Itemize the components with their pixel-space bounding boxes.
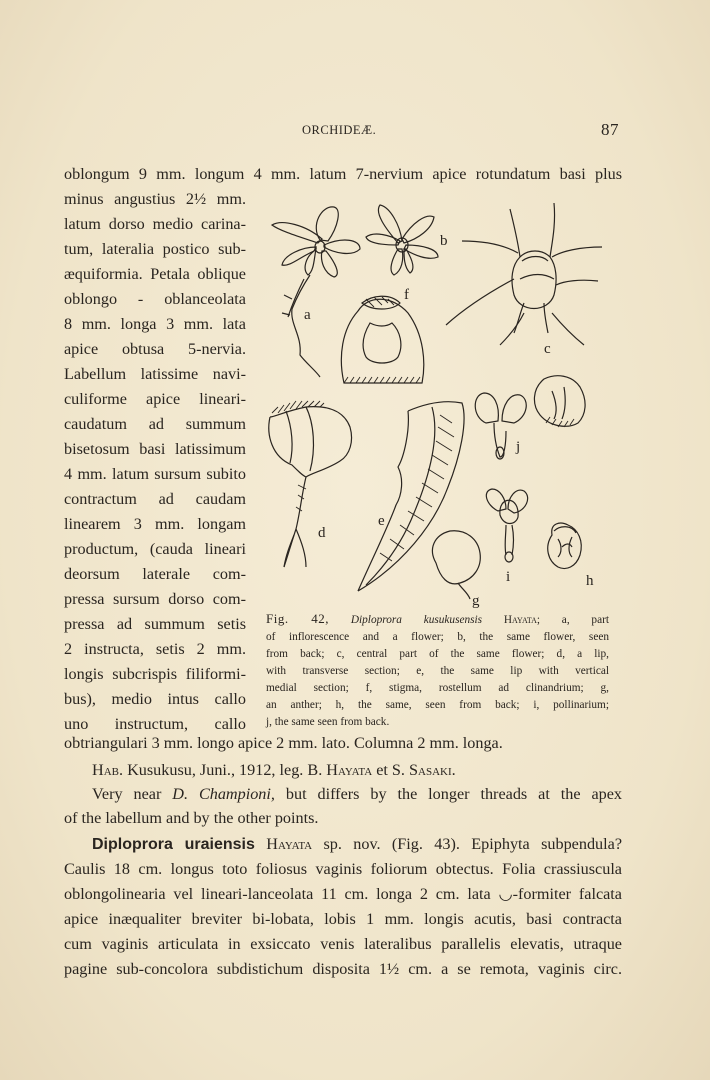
figure-label-a: a [304,307,311,323]
column-line: oblongo - oblanceolata [64,290,246,308]
figure-i-pollinarium [486,489,527,562]
caption-species: Diploprora kusukusensis [350,614,483,626]
figure-f-stigma [341,296,423,383]
note-line-2: of the labellum and by the other points. [64,809,319,827]
species-line: pagine sub-concolora subdistichum disposita 1½ cm. a se remota, vaginis circ. [64,960,622,978]
column-line: 4 mm. latum sursum subito [64,465,246,483]
orchid-illustration [262,195,612,610]
figure-g-anther [432,531,480,599]
page-number: 87 [601,120,619,139]
figure-label-b: b [440,233,448,249]
caption-line: an anther; h, the same, seen from back; i, pollinarium; [266,699,609,711]
column-line: æquiformia. Petala oblique [64,265,246,283]
caption-line: of inflorescence and a flower; b, the same flower, seen [266,631,609,643]
column-line: Labellum latissime navi- [64,365,246,383]
figure-b-flower [366,205,438,275]
caption-line-1: Fig. 42, Diploprora kusukusensis Hayata; a, part [266,611,609,626]
figure-label: Fig. 42, [266,611,330,626]
column-line: bus), medio intus callo [64,690,246,708]
column-line: contractum ad caudam [64,490,246,508]
figure-caption [266,610,609,731]
column-line: longis subcrispis filiformi- [64,665,246,683]
column-line: caudatum ad summum [64,415,246,433]
figure-label-i: i [506,569,511,585]
species-line: apice inæqualiter breviter bi-lobata, lobis 1 mm. longis acutis, basi contracta [64,910,622,928]
species-author: Hayata [266,835,313,853]
species-heading-line: Diploprora uraiensis Hayata sp. nov. (Fig. 43). Epiphyta subpendula? [92,835,622,853]
column-line: pressa ad summum setis [64,615,246,633]
caption-line: medial section; f, stigma, rostellum ad clinandrium; g, [266,682,609,694]
figure-d-lip [269,401,352,567]
species-line: oblongolinearia vel lineari-lanceolata 11 cm. longa 2 cm. lata ◡-formiter falcata [64,885,622,903]
column-line: 2 instructa, setis 2 mm. [64,640,246,658]
caption-author: Hayata [503,614,537,626]
column-line: tum, lateralia postico sub- [64,240,246,258]
column-line: apice obtusa 5-nervia. [64,340,246,358]
column-line: latum dorso medio carina- [64,215,246,233]
figure-h-anther [548,523,582,568]
column-line: deorsum laterale com- [64,565,246,583]
running-header: ORCHIDEÆ. [302,123,377,137]
figure-label-j: j [516,439,521,455]
column-line: linearem 3 mm. longam [64,515,246,533]
species-line: Caulis 18 cm. longus toto foliosus vaginis foliorum obtectus. Folia crassiuscula [64,860,622,878]
column-line: bisetosum basi latissimum [64,440,246,458]
figure-label-c: c [544,341,551,357]
caption-line: from back; c, central part of the same flower; d, a lip, [266,648,609,660]
column-line: 8 mm. longa 3 mm. lata [64,315,246,333]
species-line: cum vaginis articulata in exsiccato venis lateralibus parallelis elevatis, utraque [64,935,622,953]
caption-line: with transverse section; e, the same lip with vertical [266,665,609,677]
figure-label-e: e [378,513,385,529]
column-line: uno instructum, callo [64,715,246,733]
note-line-1: Very near D. Championi, but differs by the longer threads at the apex [92,785,623,803]
figure-anther-top [534,376,585,427]
habitat-line: Hab. Kusukusu, Juni., 1912, leg. B. Hayata et S. Sasaki. [92,761,456,779]
text-line-first: oblongum 9 mm. longum 4 mm. latum 7-nervium apice rotundatum basi plus [64,165,622,183]
figure-a-flower [272,207,360,377]
caption-line: j, the same seen from back. [266,716,390,728]
column-line: productum, (cauda lineari [64,540,246,558]
figure-label-h: h [586,573,594,589]
figure-label-f: f [404,287,409,303]
figure-e-lip-section [358,402,464,591]
column-line: minus angustius 2½ mm. [64,190,246,208]
figure-label-g: g [472,593,480,609]
column-line: pressa sursum dorso com- [64,590,246,608]
figure-c-central-part [446,203,602,345]
figure-label-d: d [318,525,326,541]
column-line: culiforme apice lineari- [64,390,246,408]
text-line-after-figure: obtriangulari 3 mm. longo apice 2 mm. lato. Columna 2 mm. longa. [64,734,503,752]
species-name: Diploprora uraiensis [92,836,255,853]
